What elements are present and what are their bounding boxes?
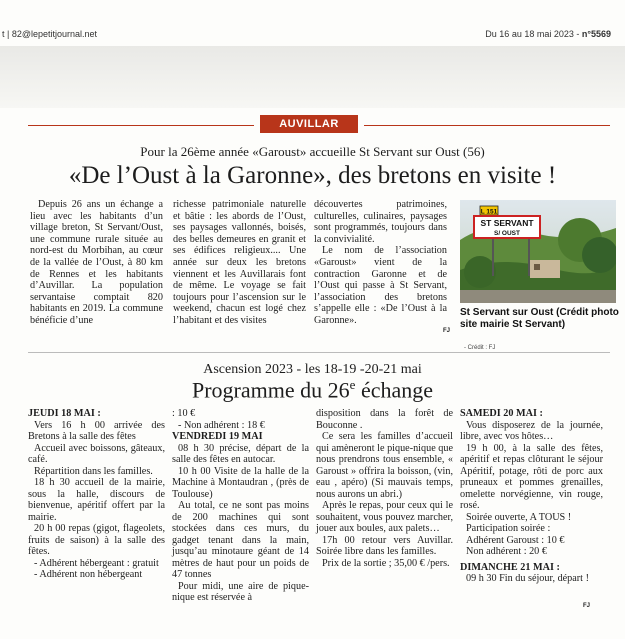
photo-credit: - Crédit : FJ	[464, 345, 496, 351]
program-item: 20 h 00 repas (gigot, flageolets, fruits de saison) à la salle des fêtes.	[28, 523, 165, 557]
article-supertitle: Pour la 26ème année «Garoust» accueille St Servant sur Oust (56)	[140, 144, 485, 159]
article-column-2	[173, 199, 306, 327]
page-header	[0, 29, 625, 43]
program-item: Répartition dans les familles.	[34, 465, 153, 477]
program-item: 09 h 30 Fin du séjour, départ !	[466, 573, 589, 584]
program-item: Participation soirée :	[466, 523, 551, 534]
program-title-main: Programme du 26	[192, 377, 350, 403]
program-item: Ce sera les familles d’accueil qui amèneront le pique-nique que nous prendrons tous ensemble, « Garoust » offrira la boisson, (vin, eau , apéro) (Si mauvais temps, nous aurons un abri.)	[316, 431, 453, 500]
program-title-superscript: e	[349, 377, 356, 392]
header-date: Du 16 au 18 mai 2023	[485, 29, 574, 39]
sign-town-subname: S/ OUST	[493, 230, 521, 237]
program-item: Au total, ce ne sont pas moins de 200 machines qui sont stockées dans ces murs, du gadget tenant dans la main, jusqu’au minotaure géant de 14 mètres de haut pour un poids de 47 tonnes	[172, 500, 309, 580]
day-heading: VENDREDI 19 MAI	[172, 431, 263, 442]
article-paragraph: richesse patrimoniale naturelle et bâtie : les abords de l’Oust, ses paysages vallonnés, boisés, des belles demeures en granit et ses édifices religieux.... Une année sur deux les bretons viennent et les Auvillarais font de même. Le voyage se fait toujours pour l’ascension sur le weekend, chacun est logé chez l’habitant et des visites	[173, 199, 306, 326]
day-heading: SAMEDI 20 MAI :	[460, 408, 543, 419]
program-item: 17h 00 retour vers Auvillar. Soirée libre dans les familles.	[316, 534, 453, 557]
day-heading: DIMANCHE 21 MAI :	[460, 561, 560, 573]
kicker-rule-right	[364, 125, 610, 126]
program-item: Non adhérent : 20 €	[466, 546, 547, 557]
program-item: Vers 16 h 00 arrivée des Bretons à la salle des fêtes	[28, 419, 165, 442]
program-subtitle: Ascension 2023 - les 18-19 -20-21 mai	[203, 362, 422, 377]
program-title-end: échange	[355, 377, 433, 403]
program-item: - Non adhérent : 18 €	[178, 419, 265, 431]
program-item: disposition dans la forêt de Bouconne .	[316, 408, 453, 431]
program-item: Vous disposerez de la journée, libre, avec vos hôtes…	[460, 419, 603, 442]
program-item: Pour midi, une aire de pique-nique est réservée à	[172, 580, 309, 603]
program-item: Accueil avec boissons, gâteaux, café.	[28, 442, 165, 465]
header-date-issue	[485, 29, 611, 39]
article-title: «De l’Oust à la Garonne», des bretons en visite !	[68, 162, 557, 189]
article-column-1	[30, 199, 163, 327]
kicker-label: AUVILLAR	[260, 115, 358, 133]
program-item: : 10 €	[172, 408, 196, 419]
section-divider	[28, 352, 610, 353]
article-paragraph: découvertes patrimoines, culturelles, culinaires, paysages sont programmés, toujours dans la convivialité.	[314, 199, 447, 245]
program-column-2	[172, 408, 309, 604]
program-item: - Adhérent hébergeant : gratuit	[34, 557, 159, 569]
header-issue-separator: -	[573, 29, 582, 39]
program-item: 10 h 00 Visite de la halle de la Machine à Montaudran , (près de Toulouse)	[172, 465, 309, 500]
program-item: Prix de la sortie ; 35,00 € /pers.	[322, 557, 450, 569]
program-item: 08 h 30 précise, départ de la salle des fêtes en autocar.	[172, 442, 309, 465]
program-item: Après le repas, pour ceux qui le souhaitent, vous pouvez marcher, jouer aux boules, aux palets…	[316, 500, 453, 534]
program-column-1	[28, 408, 165, 581]
article-paragraph: Le nom de l’association «Garoust» vient de la contraction Garonne et de l’Oust qui passe à St Servant, l’association des bretons s’appelle elle : «De l’Oust à la Garonne».	[314, 245, 447, 326]
kicker-rule-left	[28, 125, 254, 126]
day-heading: JEUDI 18 MAI :	[28, 408, 101, 419]
program-item: Soirée ouverte, A TOUS !	[466, 511, 572, 523]
author-initials: FJ	[583, 603, 591, 609]
program-column-3	[316, 408, 453, 569]
program-column-4	[460, 408, 603, 585]
article-column-3	[314, 199, 447, 327]
header-email: t | 82@lepetitjournal.net	[2, 29, 98, 39]
photo-caption: St Servant sur Oust (Crédit photo site mairie St Servant)	[460, 307, 619, 330]
header-issue: n°5569	[581, 29, 611, 39]
program-item: 18 h 30 accueil de la mairie, sous la halle, discours de bienvenue, apéritif offert par la mairie.	[28, 477, 165, 523]
sign-town-name: ST SERVANT	[480, 218, 534, 228]
article-paragraph: Depuis 26 ans un échange a lieu avec les habitants d’un village breton, St Servant/Oust, une commune rurale située au nord-est du Morbihan, au cœur de la vallée de l’Oust, à 80 km de Rennes et les habitants d’Auvillar. La population servantaise comptait 820 habitants en 2019. La commune bénéficie d’une	[30, 199, 163, 326]
program-title	[0, 377, 625, 403]
section-kicker	[0, 115, 625, 135]
program-item: Adhérent Garoust : 10 €	[466, 534, 565, 546]
sign-road-number: L 151	[480, 208, 498, 216]
village-sign-photo	[460, 200, 616, 303]
author-initials: FJ	[443, 328, 451, 334]
header-band	[0, 46, 625, 108]
program-item: 19 h 00, à la salle des fêtes, apéritif et repas clôturant le séjour Apéritif, potage, rôti de porc aux pruneaux et pommes grenailles, omelette norvégienne, vin rouge, rosé.	[460, 442, 603, 511]
program-item: - Adhérent non hébergeant	[34, 569, 143, 580]
